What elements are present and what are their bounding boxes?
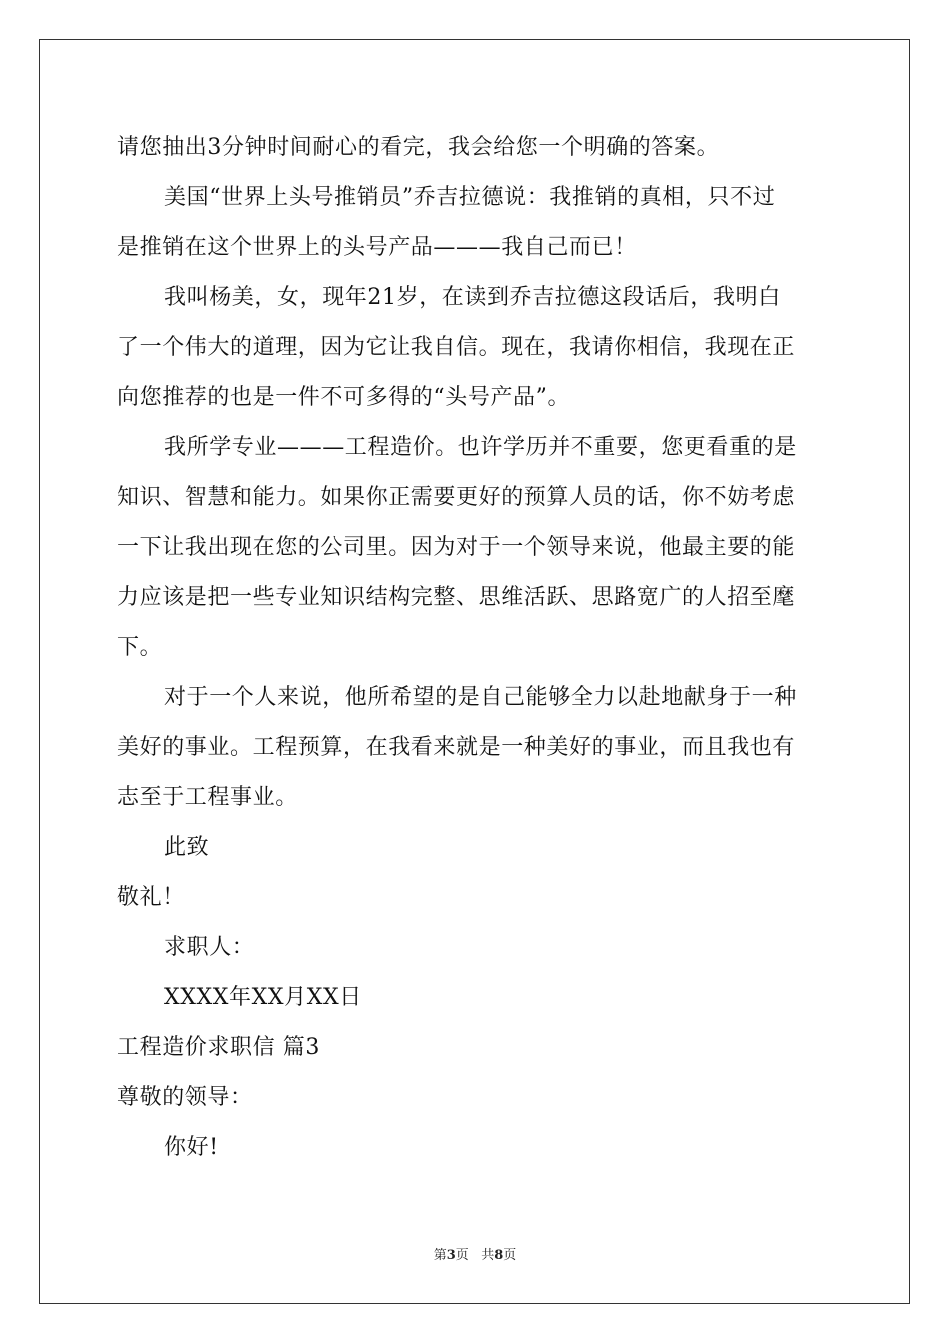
footer-prefix: 第 (433, 1248, 447, 1263)
greeting: 你好! (164, 1135, 219, 1160)
page-footer (0, 1247, 950, 1265)
closing-salutation: 此致 (164, 835, 210, 860)
footer-page-number: 3 (446, 1248, 456, 1263)
letter-date: XXXX年XX月XX日 (164, 985, 362, 1010)
paragraph-line: 美好的事业。工程预算，在我看来就是一种美好的事业，而且我也有 (117, 735, 796, 760)
paragraph-line: 向您推荐的也是一件不可多得的“头号产品”。 (117, 385, 571, 410)
paragraph-line: 知识、智慧和能力。如果你正需要更好的预算人员的话，你不妨考虑 (117, 485, 796, 510)
footer-total-pages: 8 (494, 1248, 504, 1263)
applicant-label: 求职人： (164, 935, 255, 960)
paragraph-line: 我叫杨美，女，现年21岁，在读到乔吉拉德这段话后，我明白 (164, 285, 781, 310)
paragraph-line: 力应该是把一些专业知识结构完整、思维活跃、思路宽广的人招至麾 (117, 585, 796, 610)
paragraph-line: 了一个伟大的道理，因为它让我自信。现在，我请你相信，我现在正 (117, 335, 796, 360)
section-heading: 工程造价求职信 篇3 (117, 1035, 320, 1060)
footer-total-prefix: 共 (481, 1248, 495, 1263)
letter-salutation: 尊敬的领导： (117, 1085, 253, 1110)
footer-total-suffix: 页 (503, 1248, 517, 1263)
paragraph-line: 美国“世界上头号推销员”乔吉拉德说：我推销的真相，只不过 (164, 185, 776, 210)
paragraph-line: 下。 (117, 635, 163, 660)
closing-regards: 敬礼！ (117, 885, 185, 910)
paragraph-line: 一下让我出现在您的公司里。因为对于一个领导来说，他最主要的能 (117, 535, 796, 560)
paragraph-line: 我所学专业———工程造价。也许学历并不重要，您更看重的是 (164, 435, 797, 460)
paragraph-line: 志至于工程事业。 (117, 785, 298, 810)
paragraph-line: 是推销在这个世界上的头号产品———我自己而已！ (117, 235, 637, 260)
paragraph-line: 对于一个人来说，他所希望的是自己能够全力以赴地献身于一种 (164, 685, 797, 710)
footer-page-suffix: 页 (455, 1248, 469, 1263)
paragraph-line: 请您抽出3分钟时间耐心的看完，我会给您一个明确的答案。 (117, 135, 720, 160)
